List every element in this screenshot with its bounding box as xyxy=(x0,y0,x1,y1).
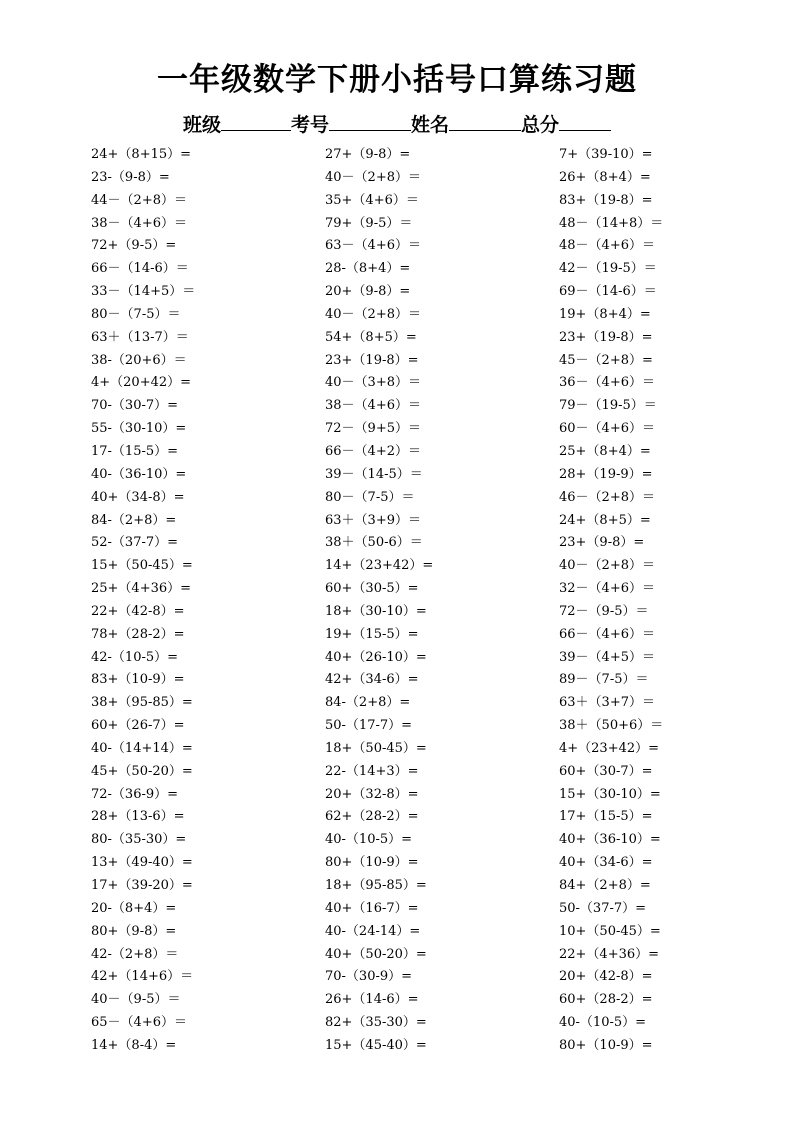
problem-item: 39－（4+5）＝ xyxy=(559,649,655,665)
problem-item: 36－（4+6）＝ xyxy=(559,375,655,391)
page-title: 一年级数学下册小括号口算练习题 xyxy=(157,62,637,98)
exam-no-blank[interactable] xyxy=(329,112,411,131)
problem-item: 42+（14+6）＝ xyxy=(91,969,194,985)
problem-column-1 xyxy=(91,144,195,1058)
problem-item: 15+（45-40）= xyxy=(325,1037,427,1053)
problem-item: 7+（39-10）= xyxy=(559,147,653,162)
problem-item: 48－（4+6）＝ xyxy=(559,238,655,254)
problem-item: 19+（8+4）= xyxy=(559,306,651,322)
problem-item: 20+（42-8）= xyxy=(559,969,653,985)
problem-item: 42-（10-5）= xyxy=(91,649,179,665)
problem-item: 45－（2+8）= xyxy=(559,352,653,368)
problem-item: 40-（14+14）= xyxy=(91,740,193,756)
problem-item: 38＋（50+6）＝ xyxy=(559,718,664,734)
problem-item: 40－（2+8）＝ xyxy=(325,169,421,185)
problem-item: 15+（50-45）= xyxy=(91,558,193,574)
problem-item: 44－（2+8）＝ xyxy=(91,192,187,208)
problem-item: 27+（9-8）= xyxy=(325,147,411,162)
problem-item: 22+（4+36）= xyxy=(559,946,660,962)
problem-item: 40-（24-14）= xyxy=(325,923,421,939)
problem-item: 23-（9-8）= xyxy=(91,169,170,185)
problem-item: 63＋（13-7）＝ xyxy=(91,329,189,345)
problem-item: 18+（30-10）= xyxy=(325,603,427,619)
problem-item: 18+（50-45）= xyxy=(325,740,427,756)
problem-item: 48－（14+8）＝ xyxy=(559,215,664,231)
name-label: 姓名 xyxy=(411,114,450,136)
problem-item: 60+（26-7）= xyxy=(91,718,185,734)
problem-item: 40－（2+8）＝ xyxy=(325,306,421,322)
problem-item: 32－（4+6）＝ xyxy=(559,581,655,597)
problem-item: 70-（30-9）= xyxy=(325,969,413,985)
name-blank[interactable] xyxy=(449,112,521,131)
class-blank[interactable] xyxy=(221,112,291,131)
problem-item: 80+（9-8）= xyxy=(91,923,177,939)
problem-item: 40－（3+8）＝ xyxy=(325,375,421,391)
problem-item: 38－（4+6）＝ xyxy=(91,215,187,231)
problem-item: 66－（14-6）＝ xyxy=(91,261,189,277)
problem-item: 62+（28-2）= xyxy=(325,809,419,825)
problem-item: 46－（2+8）＝ xyxy=(559,489,655,505)
problem-item: 40-（10-5）= xyxy=(325,832,413,848)
problem-item: 24+（8+5）= xyxy=(559,512,651,528)
problem-item: 20-（8+4）= xyxy=(91,900,177,916)
problem-item: 60+（28-2）= xyxy=(559,992,653,1008)
problem-item: 66－（4+2）＝ xyxy=(325,443,421,459)
problem-item: 28-（8+4）= xyxy=(325,261,411,277)
problem-item: 40+（36-10）= xyxy=(559,832,661,848)
problem-item: 40+（26-10）= xyxy=(325,649,427,665)
problem-item: 35+（4+6）＝ xyxy=(325,192,419,208)
problem-item: 65－（4+6）＝ xyxy=(91,1015,187,1031)
problem-item: 25+（4+36）= xyxy=(91,581,192,597)
problem-item: 20+（32-8）= xyxy=(325,786,419,802)
problem-item: 18+（95-85）= xyxy=(325,878,427,893)
problem-item: 38＋（50-6）＝ xyxy=(325,535,423,551)
problem-item: 52-（37-7）= xyxy=(91,535,179,551)
problem-item: 55-（30-10）= xyxy=(91,421,187,437)
problem-item: 72－（9-5）＝ xyxy=(559,603,649,619)
score-blank[interactable] xyxy=(559,112,611,131)
problem-item: 72+（9-5）= xyxy=(91,238,177,254)
problem-item: 40+（16-7）= xyxy=(325,900,419,916)
problem-item: 42+（34-6）= xyxy=(325,672,419,688)
problem-item: 28+（19-9）= xyxy=(559,466,653,482)
problem-item: 17+（15-5）= xyxy=(559,809,653,825)
problem-item: 84-（2+8）= xyxy=(91,512,177,528)
problem-item: 14+（23+42）= xyxy=(325,558,434,574)
problem-item: 89－（7-5）＝ xyxy=(559,672,649,688)
problem-item: 26+（14-6）= xyxy=(325,992,419,1008)
problem-item: 83+（19-8）= xyxy=(559,192,653,208)
problem-item: 42-（2+8）＝ xyxy=(91,946,179,962)
problem-columns xyxy=(0,144,794,1064)
problem-item: 40－（2+8）＝ xyxy=(559,558,655,574)
problem-item: 72-（36-9）= xyxy=(91,786,179,802)
problem-item: 13+（49-40）= xyxy=(91,855,193,871)
problem-item: 17+（39-20）= xyxy=(91,878,193,893)
problem-item: 14+（8-4）= xyxy=(91,1037,177,1053)
problem-item: 23+（19-8）= xyxy=(325,352,419,368)
problem-item: 23+（19-8）= xyxy=(559,329,653,345)
problem-item: 24+（8+15）= xyxy=(91,147,192,162)
problem-item: 38－（4+6）＝ xyxy=(325,398,421,414)
problem-item: 28+（13-6）= xyxy=(91,809,185,825)
problem-item: 40+（34-8）= xyxy=(91,489,185,505)
problem-item: 63＋（3+9）＝ xyxy=(325,512,421,528)
problem-item: 10+（50-45）= xyxy=(559,923,661,939)
problem-item: 80+（10-9）= xyxy=(325,855,419,871)
problem-item: 54+（8+5）= xyxy=(325,329,417,345)
problem-item: 40－（9-5）＝ xyxy=(91,992,181,1008)
problem-item: 60+（30-7）= xyxy=(559,763,653,779)
problem-item: 22-（14+3）= xyxy=(325,763,419,779)
problem-item: 79－（19-5）＝ xyxy=(559,398,657,414)
problem-item: 79+（9-5）＝ xyxy=(325,215,413,231)
exam-no-label: 考号 xyxy=(290,114,329,136)
problem-item: 80－（7-5）＝ xyxy=(325,489,415,505)
student-info-line xyxy=(0,112,794,138)
problem-item: 40-（36-10）= xyxy=(91,466,187,482)
problem-item: 4+（23+42）= xyxy=(559,740,660,756)
problem-item: 84-（2+8）= xyxy=(325,695,411,711)
problem-item: 78+（28-2）= xyxy=(91,626,185,642)
problem-item: 50-（37-7）= xyxy=(559,900,647,916)
problem-item: 25+（8+4）= xyxy=(559,443,651,459)
problem-item: 72－（9+5）＝ xyxy=(325,421,421,437)
problem-item: 60－（4+6）＝ xyxy=(559,421,655,437)
problem-column-2 xyxy=(325,144,433,1058)
problem-item: 20+（9-8）= xyxy=(325,284,411,300)
problem-item: 23+（9-8）= xyxy=(559,535,645,551)
problem-item: 82+（35-30）= xyxy=(325,1015,427,1031)
score-label: 总分 xyxy=(521,114,560,136)
problem-column-3 xyxy=(559,144,663,1058)
problem-item: 50-（17-7）= xyxy=(325,718,413,734)
problem-item: 26+（8+4）= xyxy=(559,169,651,185)
problem-item: 17-（15-5）= xyxy=(91,443,179,459)
problem-item: 84+（2+8）= xyxy=(559,878,651,893)
problem-item: 42－（19-5）＝ xyxy=(559,261,657,277)
problem-item: 63－（4+6）＝ xyxy=(325,238,421,254)
problem-item: 40+（50-20）= xyxy=(325,946,427,962)
problem-item: 22+（42-8）= xyxy=(91,603,185,619)
problem-item: 63＋（3+7）＝ xyxy=(559,695,655,711)
problem-item: 60+（30-5）= xyxy=(325,581,419,597)
problem-item: 15+（30-10）= xyxy=(559,786,661,802)
problem-item: 38+（95-85）= xyxy=(91,695,193,711)
problem-item: 80－（7-5）＝ xyxy=(91,306,181,322)
problem-item: 66－（4+6）＝ xyxy=(559,626,655,642)
problem-item: 45+（50-20）= xyxy=(91,763,193,779)
problem-item: 40+（34-6）= xyxy=(559,855,653,871)
problem-item: 80+（10-9）= xyxy=(559,1037,653,1053)
problem-item: 40-（10-5）= xyxy=(559,1015,647,1031)
problem-item: 33－（14+5）＝ xyxy=(91,284,196,300)
class-label: 班级 xyxy=(182,114,221,136)
problem-item: 69－（14-6）＝ xyxy=(559,284,657,300)
problem-item: 38-（20+6）＝ xyxy=(91,352,187,368)
problem-item: 19+（15-5）= xyxy=(325,626,419,642)
problem-item: 83+（10-9）= xyxy=(91,672,185,688)
problem-item: 80-（35-30）= xyxy=(91,832,187,848)
problem-item: 70-（30-7）= xyxy=(91,398,179,414)
problem-item: 4+（20+42）= xyxy=(91,375,192,391)
problem-item: 39－（14-5）＝ xyxy=(325,466,423,482)
